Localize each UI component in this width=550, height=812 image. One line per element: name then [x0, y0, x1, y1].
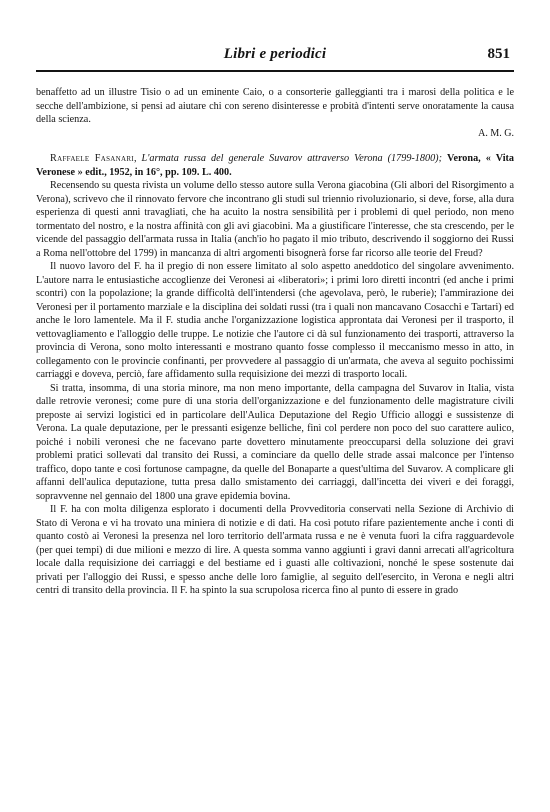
review-author: Raffaele Fasanari — [50, 153, 134, 164]
previous-review-ending: benaffetto ad un illustre Tisio o ad un eminente Caio, o a consorterie galleggianti tra i marosi della politica e le secche dell'ambizione, si pensi ad aiutare chi con sereno disinteresse e probità d'intenti serve onoratamente la causa della scienza. — [36, 87, 514, 125]
review-publication-info: Verona, « Vita Veronese » edit., 1952, in 16°, pp. 109. L. 400. — [36, 153, 515, 178]
review-heading: Raffaele Fasanari, L'armata russa del generale Suvarov attraverso Verona (1799-1800); Verona, « Vita Veronese » edit., 1952, in 16°, pp. 109. L. 400. — [36, 153, 515, 178]
review-paragraph: Si tratta, insomma, di una storia minore, ma non meno importante, della campagna del Suvarov in Italia, vista dalle retrovie veronesi; come pure di una storia dell'organizzazione e del funzionamento delle magistrature civili preposte ai servizi logistici ed in particolare dell'Aulica Deputazione del Regio Ufficio alloggi e sussistenze di Verona. La quale deputazione, per le pressanti esigenze belliche, finì col perdere non poco del suo carattere aulico, poiché i nobili veronesi che ne facevano parte dovettero minutamente preoccuparsi della soluzione dei gravi problemi pratici sollevati dal transito dei Russi, a cominciare da quello delle strade assai malconce per l'intenso traffico, dopo tante e così fortunose campagne, da quelle del Bonaparte a quest'ultima del Suvarov. A complicare gli affanni dell'aulica deputazione, tutta presa dallo smistamento dei carriaggi, dall'incetta dei viveri e dei foraggi, sopravvenne nel gennaio del 1800 una grave epidemia bovina. — [36, 382, 514, 502]
running-head — [36, 46, 514, 68]
review-paragraph: Il F. ha con molta diligenza esplorato i documenti della Provveditoria conservati nella Sezione di Archivio di Stato di Verona e vi ha trovato una miniera di notizie e di dati. Ha così potuto rifare pazientemente anche i conti di quanto costò ai Veronesi la presenza nel loro territorio dell'armata russa e ne è venuta fuori la cifra ragguardevole (per quei tempi) di due milioni e mezzo di lire. A questa somma vanno aggiunti i gravi danni arrecati all'agricoltura locale dalla requisizione dei carriaggi e del bestiame ed i guasti alle coltivazioni, nonché le spese sostenute dai privati per l'alloggio dei Russi, e spesso anche delle loro famiglie, al seguito dell'esercito, in Verona e negli altri centri di transito della provincia. Il F. ha spinto la sua scrupolosa ricerca fino al punto di essere in grado — [36, 504, 514, 596]
review-paragraph: Il nuovo lavoro del F. ha il pregio di non essere limitato al solo aspetto aneddotico del singolare avvenimento. L'autore narra le entusiastiche accoglienze dei Veronesi ai «liberatori»; i primi loro diretti incontri (ed anche i primi scontri) con la popolazione; la grande difficoltà dell'intendersi (che agevolava, però, le ruberie); l'ammirazione dei Veronesi per il portamento marziale e la disciplina dei soldati russi (tra i quali non mancavano Cosacchi e Tartari) ed anche le loro lamentele. Ma il F. studia anche l'organizzazione logistica approntata dai Veronesi per il trasporto, il vettovagliamento e l'alloggio delle truppe. Le notizie che l'autore ci dà sul funzionamento dei trasporti, attraverso la provincia di Verona, sono molto interessanti e mostrano quanto fosse complesso il meccanismo messo in atto, in collegamento con le provincie confinanti, per provvedere al passaggio di un'armata, che aveva al seguito pochissimi carriaggi e doveva, perciò, fare affidamento sulla requisizione dei mezzi di trasporto locali. — [36, 261, 514, 380]
page-body — [36, 86, 514, 598]
header-rule — [36, 70, 514, 72]
review-signature: A. M. G. — [478, 127, 514, 139]
review-book-title: L'armata russa del generale Suvarov attraverso Verona (1799-1800); — [141, 153, 442, 164]
page-number: 851 — [487, 46, 510, 62]
review-paragraph: Recensendo su questa rivista un volume dello stesso autore sulla Verona giacobina (Gli albori del Risorgimento a Verona), scrivevo che il rinnovato fervore che incontrano gli studi sul triennio rivoluzionario, si deve, forse, alla dura esperienza di questi anni travagliati, che ha acuito la nostra sensibilità per i problemi di quel periodo, non meno tormentato del nostro, e la nostra affinità con gli avi giacobini. Ma a giustificare l'interesse, che sta crescendo, per le vicende del passaggio dell'armata russa in Italia (anch'io ho pagato il mio tributo, descrivendo il soggiorno dei Russi a Roma nell'ottobre del 1799) in mancanza di altri argomenti bisognerà forse far ricorso alle teorie del Freud? — [36, 180, 514, 259]
running-head-title: Libri e periodici — [223, 46, 327, 62]
